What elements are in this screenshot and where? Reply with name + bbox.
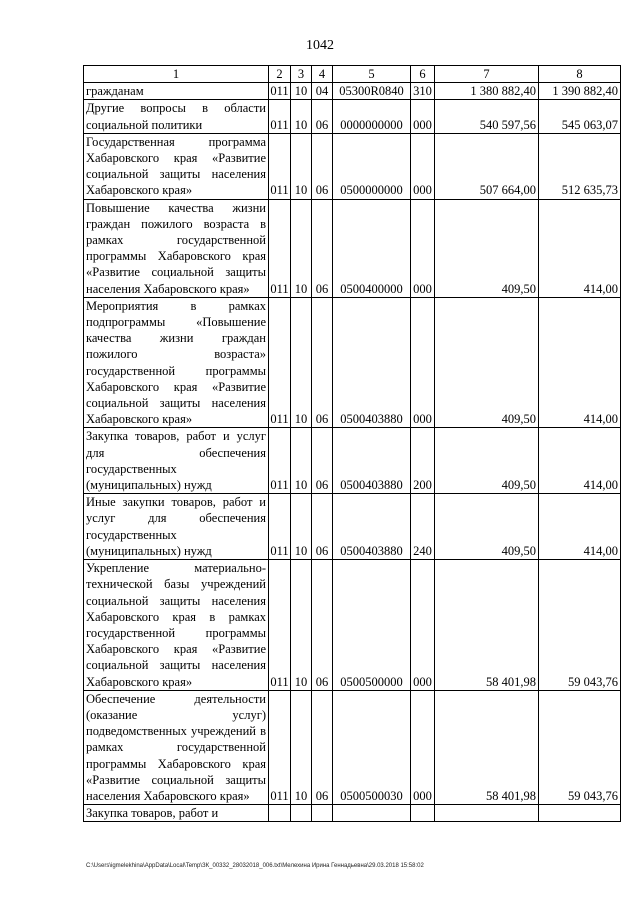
row-value-cell: 1 390 882,40 — [539, 83, 621, 100]
row-name-cell: Другие вопросы в области социальной политики — [84, 100, 269, 133]
row-name-cell: Мероприятия в рамках подпрограммы «Повышение качества жизни граждан пожилого возраста» государственной программы Хабаровского края «Развитие социальной защиты населения Хабаровского края» — [84, 297, 269, 428]
table-row — [84, 83, 621, 100]
row-value-cell: 414,00 — [539, 494, 621, 560]
file-path-footer: C:\Users\igmelekhina\AppData\Local\Temp\ЗК_00332_28032018_006.txt\Мелехина Ирина Геннадьевна\29.03.2018 15:58:02 — [86, 863, 424, 869]
column-header: 1 — [84, 66, 269, 83]
row-value-cell: 06 — [312, 494, 333, 560]
row-value-cell: 000 — [411, 560, 435, 691]
row-value-cell: 011 — [269, 494, 291, 560]
row-value-cell: 310 — [411, 83, 435, 100]
budget-table — [83, 65, 621, 822]
row-value-cell — [291, 805, 312, 822]
row-value-cell: 1 380 882,40 — [435, 83, 539, 100]
row-value-cell: 0500400000 — [333, 199, 411, 297]
row-value-cell: 0500403880 — [333, 428, 411, 494]
row-value-cell: 0500500000 — [333, 560, 411, 691]
row-name-cell: Закупка товаров, работ и — [84, 805, 269, 822]
table-row — [84, 100, 621, 133]
column-header: 4 — [312, 66, 333, 83]
row-value-cell: 06 — [312, 560, 333, 691]
table-row — [84, 690, 621, 804]
row-value-cell: 06 — [312, 100, 333, 133]
column-header: 6 — [411, 66, 435, 83]
row-value-cell: 10 — [291, 428, 312, 494]
row-value-cell: 011 — [269, 297, 291, 428]
row-name-cell: Иные закупки товаров, работ и услуг для обеспечения государственных (муниципальных) нужд — [84, 494, 269, 560]
row-value-cell: 240 — [411, 494, 435, 560]
row-value-cell: 414,00 — [539, 199, 621, 297]
column-header: 7 — [435, 66, 539, 83]
table-row — [84, 297, 621, 428]
row-value-cell — [435, 805, 539, 822]
row-value-cell: 540 597,56 — [435, 100, 539, 133]
row-value-cell: 58 401,98 — [435, 690, 539, 804]
row-value-cell: 06 — [312, 199, 333, 297]
row-value-cell: 10 — [291, 690, 312, 804]
row-value-cell: 0500403880 — [333, 297, 411, 428]
row-value-cell: 000 — [411, 297, 435, 428]
row-value-cell: 507 664,00 — [435, 133, 539, 199]
table-row — [84, 133, 621, 199]
row-value-cell: 011 — [269, 100, 291, 133]
row-name-cell: Повышение качества жизни граждан пожилого возраста в рамках государственной программы Хабаровского края «Развитие социальной защиты населения Хабаровского края» — [84, 199, 269, 297]
column-header: 2 — [269, 66, 291, 83]
row-value-cell: 409,50 — [435, 428, 539, 494]
row-value-cell: 011 — [269, 428, 291, 494]
row-value-cell: 545 063,07 — [539, 100, 621, 133]
row-value-cell: 000 — [411, 690, 435, 804]
table-row — [84, 560, 621, 691]
row-value-cell: 58 401,98 — [435, 560, 539, 691]
row-value-cell: 10 — [291, 494, 312, 560]
row-value-cell: 06 — [312, 297, 333, 428]
table-row — [84, 805, 621, 822]
row-value-cell: 06 — [312, 690, 333, 804]
row-value-cell — [269, 805, 291, 822]
row-value-cell: 011 — [270, 84, 289, 99]
row-name-cell: Государственная программа Хабаровского края «Развитие социальной защиты населения Хабаровского края» — [84, 133, 269, 199]
row-name-cell: Закупка товаров, работ и услуг для обеспечения государственных (муниципальных) нужд — [84, 428, 269, 494]
row-value-cell: 414,00 — [539, 428, 621, 494]
table-header-row — [84, 66, 621, 83]
table-row — [84, 494, 621, 560]
row-value-cell: 0000000000 — [333, 100, 411, 133]
column-header: 3 — [291, 66, 312, 83]
row-value-cell: 011 — [269, 133, 291, 199]
row-value-cell: 000 — [411, 100, 435, 133]
row-value-cell: 59 043,76 — [539, 560, 621, 691]
row-value-cell: 05300R0840 — [333, 83, 411, 100]
row-value-cell — [312, 805, 333, 822]
row-value-cell: 10 — [291, 133, 312, 199]
row-value-cell: 06 — [312, 133, 333, 199]
row-name-cell: Обеспечение деятельности (оказание услуг) подведомственных учреждений в рамках государственной программы Хабаровского края «Развитие социальной защиты населения Хабаровского края» — [84, 690, 269, 804]
row-value-cell: 414,00 — [539, 297, 621, 428]
row-value-cell: 0500000000 — [333, 133, 411, 199]
row-name-cell: Укрепление материально-технической базы учреждений социальной защиты населения Хабаровского края в рамках государственной программы Хабаровского края «Развитие социальной защиты населения Хабаровского края» — [84, 560, 269, 691]
row-value-cell: 011 — [269, 560, 291, 691]
column-header: 8 — [539, 66, 621, 83]
row-value-cell: 10 — [291, 199, 312, 297]
row-value-cell: 06 — [312, 428, 333, 494]
row-name-cell: гражданам — [84, 83, 269, 100]
row-value-cell: 200 — [411, 428, 435, 494]
row-value-cell: 0500500030 — [333, 690, 411, 804]
row-value-cell: 0500403880 — [333, 494, 411, 560]
row-value-cell — [539, 805, 621, 822]
row-value-cell: 10 — [291, 83, 312, 100]
row-value-cell: 409,50 — [435, 494, 539, 560]
row-value-cell: 512 635,73 — [539, 133, 621, 199]
column-header: 5 — [333, 66, 411, 83]
row-value-cell: 10 — [291, 560, 312, 691]
row-value-cell: 04 — [312, 83, 333, 100]
row-value-cell — [411, 805, 435, 822]
row-value-cell: 10 — [291, 100, 312, 133]
row-value-cell: 000 — [411, 133, 435, 199]
row-value-cell: 011 — [269, 690, 291, 804]
row-value-cell: 409,50 — [435, 199, 539, 297]
row-value-cell: 011 — [269, 199, 291, 297]
table-row — [84, 199, 621, 297]
table-row — [84, 428, 621, 494]
row-value-cell — [333, 805, 411, 822]
row-value-cell: 59 043,76 — [539, 690, 621, 804]
row-value-cell: 10 — [291, 297, 312, 428]
page-number: 1042 — [306, 38, 334, 53]
row-value-cell: 000 — [411, 199, 435, 297]
row-value-cell: 409,50 — [435, 297, 539, 428]
